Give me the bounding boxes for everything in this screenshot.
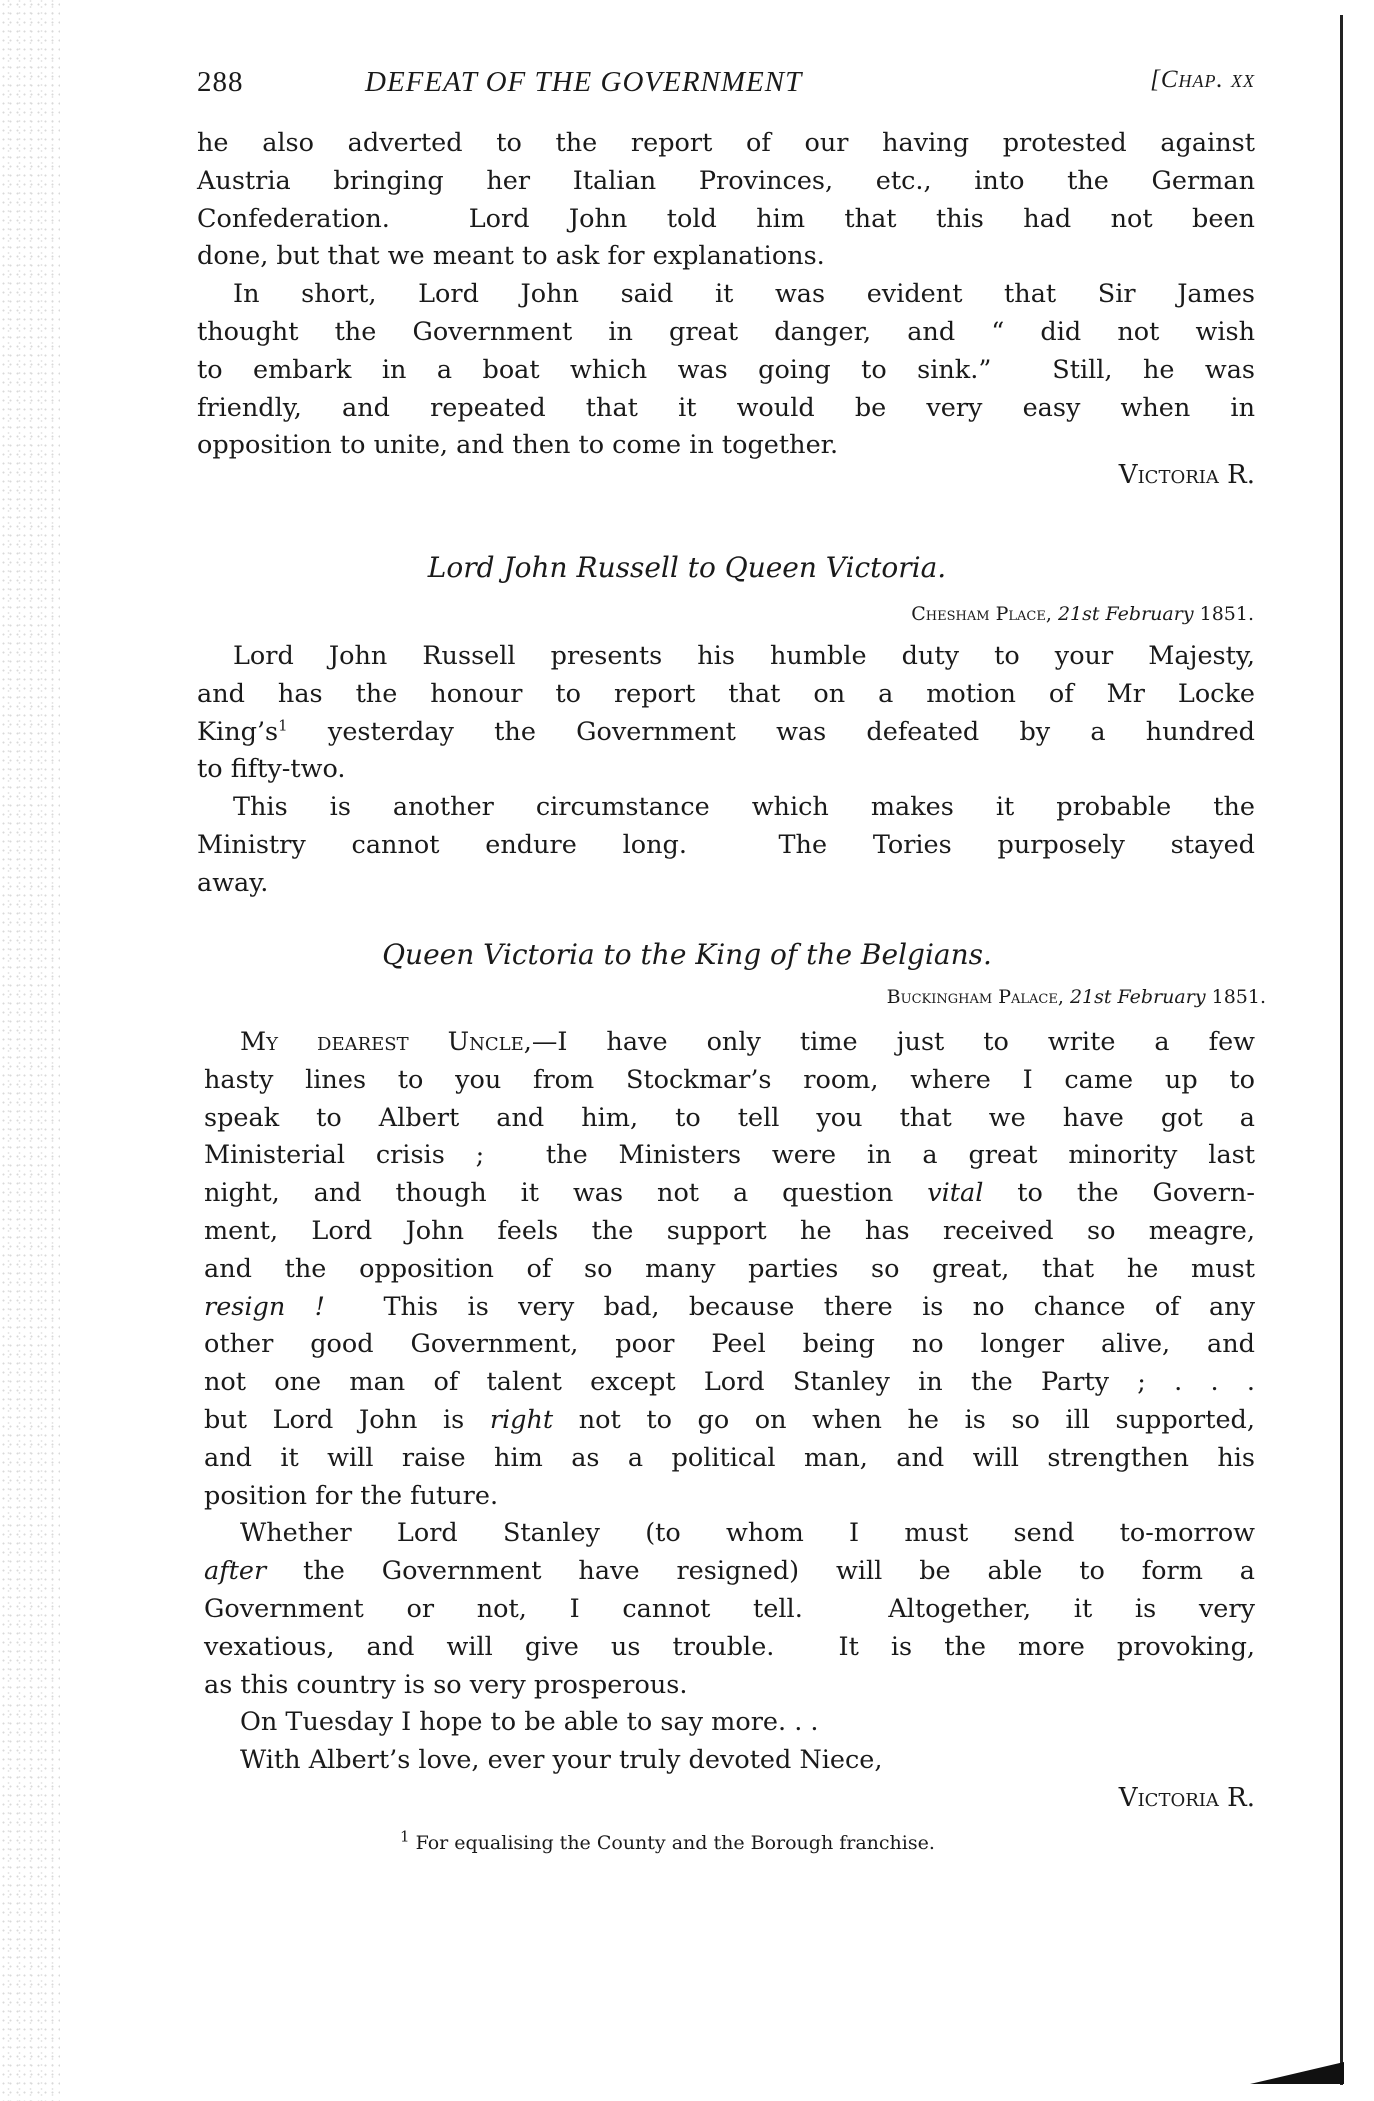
text-line <box>204 1478 1255 1516</box>
dateline <box>887 986 1266 1008</box>
text-segment: position for the future. <box>204 1480 499 1511</box>
text-line <box>204 1364 1255 1402</box>
text-segment: to fifty-two. <box>197 754 346 785</box>
text-line <box>204 1100 1255 1138</box>
text-line <box>204 1137 1255 1175</box>
text-segment: Austria bringing her Italian Provinces, etc., into the German <box>197 165 1255 196</box>
text-line <box>197 865 1255 903</box>
footnote-reference: 1 <box>278 716 288 735</box>
text-segment: and it will raise him as a political man, and will strengthen his <box>204 1442 1255 1473</box>
text-segment: ment, Lord John feels the support he has received so meagre, <box>204 1215 1255 1246</box>
text-line <box>204 1251 1255 1289</box>
text-segment: yesterday the Government was defeated by a hundred <box>287 716 1255 747</box>
text-line <box>204 1553 1255 1591</box>
text-segment: night, and though it was not a question <box>204 1178 928 1209</box>
text-segment: vexatious, and will give us trouble. It is the more provoking, <box>204 1631 1255 1662</box>
text-segment: vital <box>927 1178 984 1209</box>
text-segment: Ministry cannot endure long. The Tories purposely stayed <box>197 829 1255 860</box>
text-segment: Government or not, I cannot tell. Altogether, it is very <box>204 1593 1255 1624</box>
text-segment: This is another circumstance which makes it probable the <box>233 792 1255 823</box>
text-line <box>197 789 1255 827</box>
text-line <box>197 714 1255 752</box>
text-segment: Lord John Russell presents his humble duty to your Majesty, <box>233 641 1255 671</box>
dateline-year: 1851. <box>1205 986 1266 1008</box>
text-segment: and has the honour to report that on a motion of Mr Locke <box>197 678 1255 709</box>
dateline-place: Buckingham Palace, <box>886 986 1070 1008</box>
letter-heading: Queen Victoria to the King of the Belgians. <box>382 938 992 971</box>
signature: Victoria R. <box>1118 1783 1255 1813</box>
text-segment: after <box>204 1556 267 1587</box>
text-segment: With Albert’s love, ever your truly devoted Niece, <box>240 1745 883 1776</box>
footnote-text: For equalising the County and the Borough franchise. <box>409 1832 935 1854</box>
page-edge-shadow <box>1250 2062 1344 2084</box>
text-segment: right <box>489 1404 554 1435</box>
text-segment: —I have only time just to write a few <box>531 1027 1256 1057</box>
text-segment: done, but that we meant to ask for explanations. <box>197 241 825 272</box>
text-segment: On Tuesday I hope to be able to say more. . . <box>240 1707 819 1738</box>
letter-body <box>197 638 1255 903</box>
letter-body <box>204 1024 1255 1780</box>
text-segment: resign ! <box>204 1291 325 1322</box>
letter-heading: Lord John Russell to Queen Victoria. <box>427 551 947 584</box>
text-segment: friendly, and repeated that it would be very easy when in <box>197 392 1255 423</box>
text-segment: This is very bad, because there is no chance of any <box>324 1291 1255 1322</box>
scan-edge-speckle <box>0 0 60 2101</box>
text-segment: thought the Government in great danger, and “ did not wish <box>197 316 1255 347</box>
text-segment: opposition to unite, and then to come in together. <box>197 430 839 461</box>
text-segment: Confederation. Lord John told him that this had not been <box>197 203 1255 234</box>
text-segment: away. <box>197 867 269 898</box>
text-line <box>197 314 1255 352</box>
text-line <box>197 352 1255 390</box>
text-segment: to the Govern- <box>983 1178 1255 1209</box>
text-line <box>204 1667 1255 1705</box>
text-line <box>197 276 1255 314</box>
text-segment: hasty lines to you from Stockmar’s room, where I came up to <box>204 1064 1255 1095</box>
chapter-label: [Chap. xx <box>1150 66 1255 93</box>
text-line <box>204 1704 1255 1742</box>
text-line <box>197 390 1255 428</box>
continued-letter-body <box>197 125 1255 465</box>
text-line <box>197 125 1255 163</box>
text-line <box>197 676 1255 714</box>
text-line <box>204 1515 1255 1553</box>
text-segment: Ministerial crisis ; the Ministers were in a great minority last <box>204 1140 1255 1171</box>
dateline-place: Chesham Place, <box>911 603 1058 625</box>
text-segment: not to go on when he is so ill supported, <box>553 1404 1255 1435</box>
text-line <box>204 1326 1255 1364</box>
text-line <box>204 1742 1255 1780</box>
text-segment: as this country is so very prosperous. <box>204 1669 688 1700</box>
footnote-marker: 1 <box>400 1827 410 1846</box>
text-line <box>204 1175 1255 1213</box>
text-segment: In short, Lord John said it was evident that Sir James <box>233 279 1255 310</box>
text-segment: he also adverted to the report of our having protested against <box>197 128 1255 158</box>
text-line <box>204 1024 1255 1062</box>
text-segment: Whether Lord Stanley (to whom I must send to-morrow <box>240 1518 1255 1549</box>
text-line <box>204 1402 1255 1440</box>
text-segment: and the opposition of so many parties so great, that he must <box>204 1253 1255 1284</box>
text-line <box>204 1440 1255 1478</box>
running-title: DEFEAT OF THE GOVERNMENT <box>365 66 803 98</box>
text-segment: speak to Albert and him, to tell you that we have got a <box>204 1102 1255 1133</box>
dateline-date: 21st February <box>1069 986 1206 1008</box>
page-number: 288 <box>197 66 244 98</box>
text-segment: the Government have resigned) will be able to form a <box>266 1556 1255 1587</box>
text-line <box>197 427 1255 465</box>
text-segment: to embark in a boat which was going to sink.” Still, he was <box>197 354 1255 385</box>
text-line <box>197 827 1255 865</box>
text-line <box>197 163 1255 201</box>
text-line <box>204 1213 1255 1251</box>
text-line <box>204 1591 1255 1629</box>
text-line <box>197 201 1255 239</box>
text-segment: My dearest Uncle, <box>240 1027 532 1057</box>
text-line <box>197 751 1255 789</box>
text-segment: but Lord John is <box>204 1404 490 1435</box>
footnote <box>400 1827 935 1854</box>
text-segment: King’s <box>197 716 279 747</box>
signature: Victoria R. <box>1118 460 1255 490</box>
text-line <box>204 1629 1255 1667</box>
text-line <box>204 1289 1255 1327</box>
text-segment: other good Government, poor Peel being no longer alive, and <box>204 1329 1255 1360</box>
text-line <box>197 238 1255 276</box>
text-line <box>204 1062 1255 1100</box>
dateline-date: 21st February <box>1057 603 1194 625</box>
dateline-year: 1851. <box>1193 603 1254 625</box>
page-edge-rule <box>1340 15 1343 2085</box>
text-segment: not one man of talent except Lord Stanley in the Party ; . . . <box>204 1367 1255 1398</box>
dateline <box>911 603 1254 625</box>
text-line <box>197 638 1255 676</box>
running-header <box>197 66 1255 108</box>
